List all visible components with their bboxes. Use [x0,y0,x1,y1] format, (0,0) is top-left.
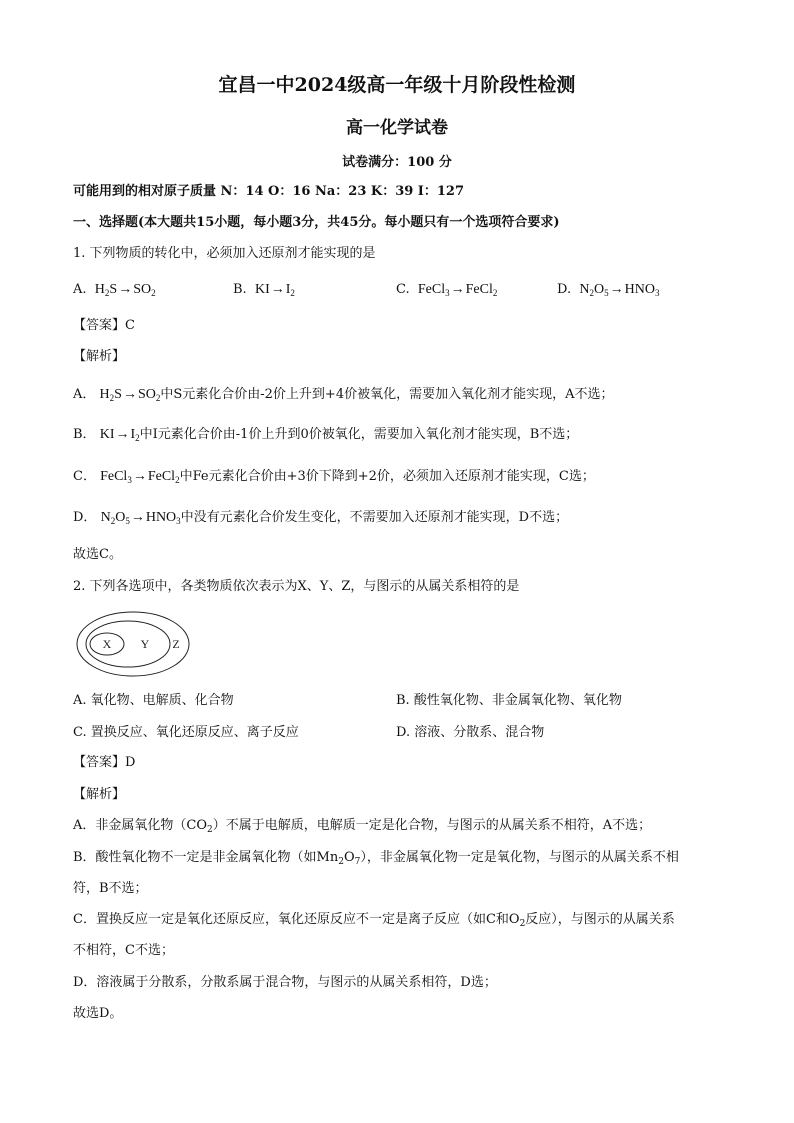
label-y: Y [140,637,150,651]
q2-analysis-c-line1: C．置换反应一定是氧化还原反应，氧化还原反应不一定是离子反应（如C和$O_2$反应），与图示的从属关系 [73,912,675,929]
q1-stem: 1. 下列物质的转化中，必须加入还原剂才能实现的是 [73,246,376,261]
q1-option-a: A. $H_2S\to SO_2$ [73,282,156,298]
label-z: Z [172,637,180,651]
exam-title: 宜昌一中2024级高一年级十月阶段性检测 [218,74,576,96]
section-heading: 一、选择题(本大题共15小题，每小题3分，共45分。每小题只有一个选项符合要求) [73,215,560,230]
q2-option-a: A. 氧化物、电解质、化合物 [73,693,234,708]
atomic-mass-line: 可能用到的相对原子质量 N：14 O：16 Na：23 K：39 I：127 [73,184,465,199]
middle-ellipse-y [86,621,170,667]
q2-option-c: C. 置换反应、氧化还原反应、离子反应 [73,725,299,740]
q2-analysis-b-line1: B．酸性氧化物不一定是非金属氧化物（如$Mn_2O_7$），非金属氧化物一定是氧化物，与图示的从属关系不相 [73,850,679,867]
q2-analysis-d: D．溶液属于分散系，分散系属于混合物，与图示的从属关系相符，D选； [73,975,497,990]
q1-analysis-b: B． $KI\to I_2$中I元素化合价由-1价上升到0价被氧化，需要加入氧化剂才能实现，B不选； [73,427,579,443]
q2-analysis-b-line2: 符，B不选； [73,881,148,896]
q1-analysis-d: D． $N_2O_5\to HNO_3$中没有元素化合价发生变化，不需要加入还原剂才能实现，D不选； [73,510,569,526]
q1-analysis-a: A． $H_2S\to SO_2$中S元素化合价由-2价上升到+4价被氧化，需要加入氧化剂才能实现，A不选； [73,387,614,403]
q1-conclusion: 故选C。 [73,547,122,562]
q2-answer: 【答案】D [73,755,136,770]
q2-option-b: B. 酸性氧化物、非金属氧化物、氧化物 [396,693,622,708]
q1-answer: 【答案】C [73,318,135,333]
q2-analysis-c-line2: 不相符，C不选； [73,943,174,958]
q2-analysis-label: 【解析】 [73,787,126,802]
q1-option-b: B. $KI\to I_2$ [233,282,295,298]
q1-analysis-label: 【解析】 [73,349,126,364]
exam-subtitle: 高一化学试卷 [346,118,448,138]
nested-set-diagram [76,610,196,678]
exam-score: 试卷满分：100 分 [342,155,452,170]
q2-conclusion: 故选D。 [73,1006,123,1021]
label-x: X [102,637,112,651]
q1-option-c: C. FeCl$_3$→FeCl$_2$ [396,282,498,298]
q2-analysis-a: A．非金属氧化物$(CO_2)$不属于电解质，电解质一定是化合物，与图示的从属关系不相符，A不选； [73,818,652,835]
q1-option-d: D. $N_2O_5\to HNO_3$ [557,282,660,298]
q2-option-d: D. 溶液、分散系、混合物 [396,725,545,740]
q1-analysis-c: C． FeCl$_3$→FeCl$_2$中Fe元素化合价由+3价下降到+2价，必须加入还原剂才能实现，C选； [73,469,595,485]
q2-stem: 2. 下列各选项中，各类物质依次表示为X、Y、Z，与图示的从属关系相符的是 [73,579,520,594]
